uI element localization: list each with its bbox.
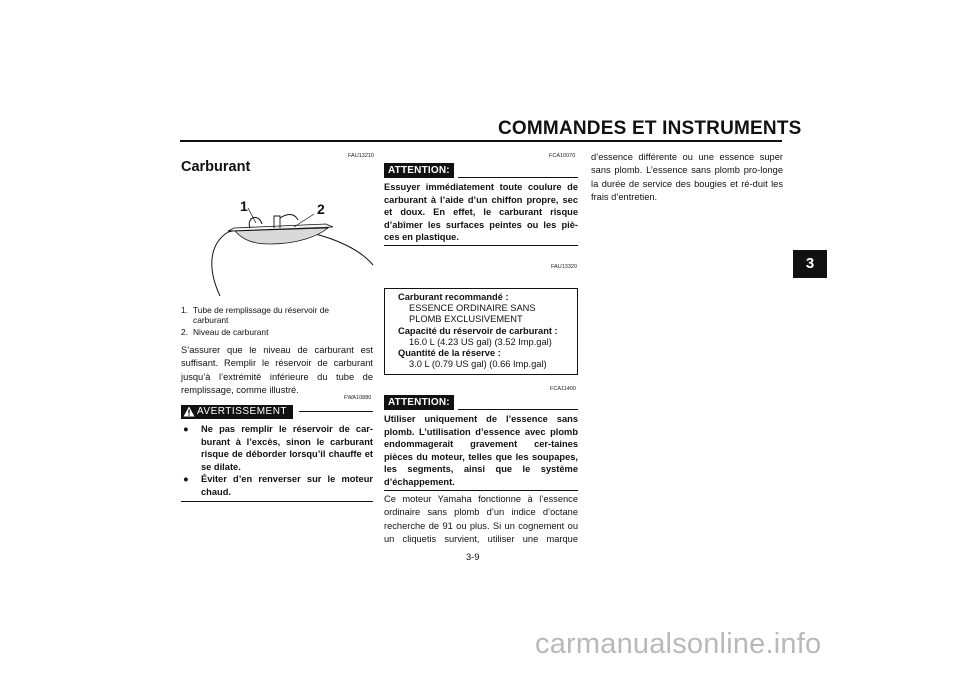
bullet-text: Éviter d’en renverser sur le moteur chaud. bbox=[201, 474, 373, 497]
warning-end-rule bbox=[181, 501, 373, 502]
spec-value: PLOMB EXCLUSIVEMENT bbox=[409, 314, 523, 325]
attention-label: ATTENTION: bbox=[384, 163, 454, 178]
figure-label-2: 2 bbox=[317, 201, 325, 217]
spec-heading: Capacité du réservoir de carburant : bbox=[398, 325, 558, 336]
caption-text: Niveau de carburant bbox=[193, 327, 269, 337]
list-item bbox=[181, 423, 373, 473]
warning-triangle-icon bbox=[181, 405, 197, 419]
bullet-icon: ● bbox=[183, 424, 189, 434]
header-rule bbox=[180, 140, 782, 142]
caption-number: 2. bbox=[181, 327, 188, 337]
spec-value: ESSENCE ORDINAIRE SANS bbox=[409, 303, 536, 314]
body-paragraph: S’assurer que le niveau de carburant est suffisant. Remplir le réservoir de carburant jusqu’à l’extrémité inférieure du tube de remplissage, comme illustré. bbox=[181, 345, 373, 396]
chapter-tab: 3 bbox=[793, 250, 827, 278]
attention-header bbox=[384, 394, 578, 410]
figure-caption-1 bbox=[181, 305, 373, 325]
figure-caption-2 bbox=[181, 327, 373, 337]
attention-header-rule bbox=[458, 177, 578, 178]
attention-code: FCA10070 bbox=[549, 153, 576, 159]
caption-text: Tube de remplissage du réservoir de bbox=[193, 305, 330, 315]
attention-text: Essuyer immédiatement toute coulure de carburant à l’aide d’un chiffon propre, sec et doux. En effet, le carburant risque d’abîmer les surfaces peintes ou les piè-ces en plastique. bbox=[384, 182, 578, 243]
section-title: Carburant bbox=[181, 159, 251, 175]
spec-value: 3.0 L (0.79 US gal) (0.66 Imp.gal) bbox=[409, 359, 547, 370]
caption-text-cont: carburant bbox=[193, 315, 229, 325]
attention-end-rule bbox=[384, 245, 578, 246]
list-item bbox=[181, 473, 373, 498]
warning-label bbox=[181, 405, 293, 419]
spec-code: FAU13320 bbox=[551, 264, 577, 270]
warning-header bbox=[181, 404, 373, 419]
attention-code: FCA11400 bbox=[550, 386, 576, 392]
attention-header bbox=[384, 162, 578, 178]
body-paragraph: d’essence différente ou une essence super sans plomb. L’essence sans plomb pro-longe la durée de service des bougies et ré-duit les frais d’entretien. bbox=[591, 152, 783, 203]
attention-header-rule bbox=[458, 409, 578, 410]
watermark: carmanualsonline.info bbox=[535, 628, 822, 660]
warning-header-rule bbox=[299, 411, 373, 412]
page-header-title: COMMANDES ET INSTRUMENTS bbox=[498, 118, 802, 139]
spec-value: 16.0 L (4.23 US gal) (3.52 Imp.gal) bbox=[409, 336, 552, 347]
caption-number: 1. bbox=[181, 305, 188, 315]
spec-heading: Quantité de la réserve : bbox=[398, 348, 501, 359]
section-code: FAU13210 bbox=[348, 153, 374, 159]
warning-code: FWA10880 bbox=[344, 395, 372, 401]
fuel-tank-figure bbox=[198, 190, 374, 296]
warning-bullet-list bbox=[181, 423, 373, 499]
bullet-icon: ● bbox=[183, 474, 189, 485]
attention-end-rule bbox=[384, 490, 578, 491]
spec-heading: Carburant recommandé : bbox=[398, 292, 509, 302]
attention-text: Utiliser uniquement de l’essence sans plomb. L’utilisation d’essence avec plomb endommagerait gravement cer-taines pièces du moteur, telles que les soupapes, les segments, ainsi que le système d’échappement. bbox=[384, 414, 578, 487]
body-paragraph: Ce moteur Yamaha fonctionne à l’essence ordinaire sans plomb d’un indice d’octane recherche de 91 ou plus. Si un cognement ou un cliquetis survient, utiliser une marque bbox=[384, 494, 578, 545]
bullet-text: Ne pas remplir le réservoir de car-burant à l’excès, sinon le carburant risque de déborder lorsqu’il chauffe et se dilate. bbox=[201, 424, 373, 472]
page-number: 3-9 bbox=[466, 552, 480, 562]
figure-label-1: 1 bbox=[240, 198, 248, 214]
fuel-tank-illustration bbox=[198, 190, 374, 296]
fuel-spec-box bbox=[384, 288, 578, 375]
warning-label-text: AVERTISSEMENT bbox=[197, 405, 288, 417]
attention-label: ATTENTION: bbox=[384, 395, 454, 410]
